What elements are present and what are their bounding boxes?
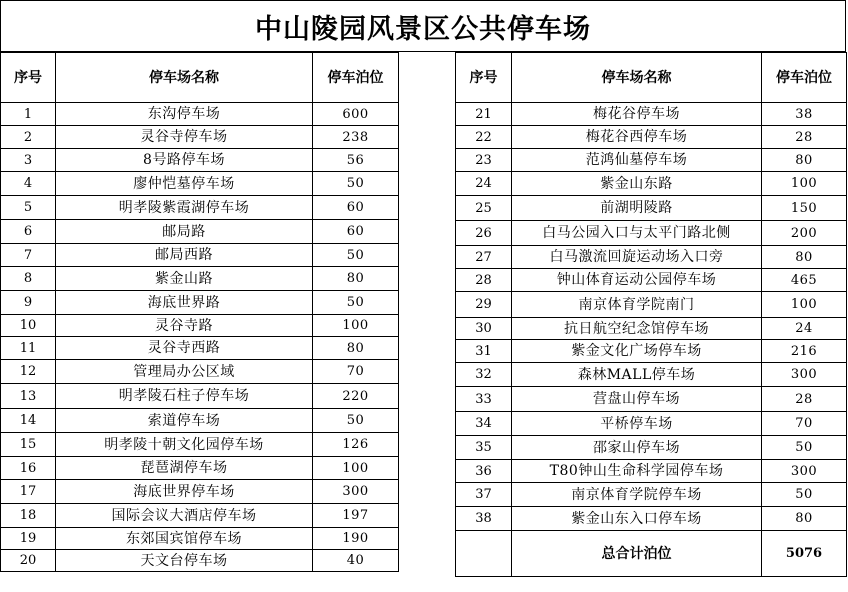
total-label: 总合计泊位 — [512, 531, 762, 577]
total-value: 5076 — [762, 531, 847, 577]
parking-capacity: 126 — [313, 433, 399, 457]
row-number: 16 — [1, 457, 56, 480]
row-number: 25 — [456, 196, 512, 221]
parking-name: 南京体育学院停车场 — [512, 483, 762, 507]
table-row — [456, 292, 847, 318]
total-row — [456, 531, 847, 577]
table-row — [1, 315, 399, 337]
parking-capacity: 70 — [762, 412, 847, 436]
parking-capacity: 190 — [313, 528, 399, 550]
row-number: 14 — [1, 409, 56, 433]
row-number: 9 — [1, 291, 56, 315]
parking-capacity: 238 — [313, 126, 399, 149]
parking-name: 邮局路 — [56, 220, 313, 244]
parking-name: 明孝陵紫霞湖停车场 — [56, 196, 313, 220]
table-row — [456, 269, 847, 292]
parking-capacity: 24 — [762, 318, 847, 340]
header-capacity: 停车泊位 — [762, 53, 847, 103]
row-number: 37 — [456, 483, 512, 507]
table-row — [1, 103, 399, 126]
parking-capacity: 220 — [313, 384, 399, 409]
parking-capacity: 40 — [313, 550, 399, 572]
parking-name: 东沟停车场 — [56, 103, 313, 126]
row-number: 13 — [1, 384, 56, 409]
parking-name: 平桥停车场 — [512, 412, 762, 436]
table-row — [456, 387, 847, 412]
row-number: 20 — [1, 550, 56, 572]
table-row — [456, 340, 847, 363]
table-row — [456, 318, 847, 340]
parking-name: 紫金山路 — [56, 267, 313, 291]
table-row — [456, 460, 847, 483]
parking-name: 范鸿仙墓停车场 — [512, 149, 762, 172]
parking-name: 紫金山东路 — [512, 172, 762, 196]
parking-name: 海底世界停车场 — [56, 480, 313, 504]
table-row — [1, 291, 399, 315]
row-number: 31 — [456, 340, 512, 363]
row-number: 3 — [1, 149, 56, 172]
parking-name: 天文台停车场 — [56, 550, 313, 572]
row-number: 15 — [1, 433, 56, 457]
parking-name: 紫金文化广场停车场 — [512, 340, 762, 363]
table-row — [1, 433, 399, 457]
row-number: 30 — [456, 318, 512, 340]
parking-capacity: 465 — [762, 269, 847, 292]
table-row — [456, 483, 847, 507]
parking-capacity: 300 — [313, 480, 399, 504]
table-row — [456, 507, 847, 531]
table-row — [456, 221, 847, 246]
row-number: 11 — [1, 337, 56, 360]
row-number: 34 — [456, 412, 512, 436]
parking-name: 灵谷寺西路 — [56, 337, 313, 360]
row-number: 21 — [456, 103, 512, 126]
header-name: 停车场名称 — [56, 53, 313, 103]
table-row — [1, 457, 399, 480]
table-row — [1, 126, 399, 149]
table-row — [1, 244, 399, 267]
parking-name: 索道停车场 — [56, 409, 313, 433]
parking-name: 前湖明陵路 — [512, 196, 762, 221]
parking-capacity: 70 — [313, 360, 399, 384]
parking-capacity: 38 — [762, 103, 847, 126]
row-number: 36 — [456, 460, 512, 483]
table-row — [456, 412, 847, 436]
row-number: 35 — [456, 436, 512, 460]
parking-name: 国际会议大酒店停车场 — [56, 504, 313, 528]
header-capacity: 停车泊位 — [313, 53, 399, 103]
table-row — [1, 196, 399, 220]
table-header-row — [1, 53, 399, 103]
table-row — [1, 267, 399, 291]
parking-capacity: 50 — [762, 483, 847, 507]
parking-capacity: 200 — [762, 221, 847, 246]
parking-capacity: 50 — [762, 436, 847, 460]
parking-capacity: 100 — [762, 292, 847, 318]
parking-capacity: 80 — [762, 246, 847, 269]
parking-name: 抗日航空纪念馆停车场 — [512, 318, 762, 340]
header-no: 序号 — [456, 53, 512, 103]
parking-name: 明孝陵十朝文化园停车场 — [56, 433, 313, 457]
row-number: 32 — [456, 363, 512, 387]
table-row — [456, 172, 847, 196]
table-row — [1, 172, 399, 196]
parking-name: 白马公园入口与太平门路北侧 — [512, 221, 762, 246]
table-row — [1, 550, 399, 572]
parking-capacity: 50 — [313, 409, 399, 433]
parking-name: 琵琶湖停车场 — [56, 457, 313, 480]
parking-name: 梅花谷西停车场 — [512, 126, 762, 149]
row-number: 38 — [456, 507, 512, 531]
parking-capacity: 60 — [313, 220, 399, 244]
parking-name: 营盘山停车场 — [512, 387, 762, 412]
table-row — [456, 363, 847, 387]
parking-capacity: 300 — [762, 460, 847, 483]
table-row — [1, 360, 399, 384]
parking-name: 森林MALL停车场 — [512, 363, 762, 387]
table-row — [1, 480, 399, 504]
parking-capacity: 100 — [313, 457, 399, 480]
table-row — [456, 196, 847, 221]
parking-capacity: 50 — [313, 172, 399, 196]
row-number: 12 — [1, 360, 56, 384]
parking-capacity: 28 — [762, 387, 847, 412]
row-number: 29 — [456, 292, 512, 318]
parking-capacity: 60 — [313, 196, 399, 220]
parking-capacity: 80 — [762, 149, 847, 172]
table-row — [1, 504, 399, 528]
parking-name: 廖仲恺墓停车场 — [56, 172, 313, 196]
parking-capacity: 150 — [762, 196, 847, 221]
parking-name: 白马激流回旋运动场入口旁 — [512, 246, 762, 269]
table-row — [456, 103, 847, 126]
row-number: 1 — [1, 103, 56, 126]
row-number: 18 — [1, 504, 56, 528]
row-number: 33 — [456, 387, 512, 412]
parking-name: 邵家山停车场 — [512, 436, 762, 460]
table-row — [1, 409, 399, 433]
row-number: 27 — [456, 246, 512, 269]
parking-name: 梅花谷停车场 — [512, 103, 762, 126]
parking-capacity: 600 — [313, 103, 399, 126]
parking-table-right — [455, 52, 847, 577]
parking-capacity: 80 — [762, 507, 847, 531]
parking-capacity: 80 — [313, 337, 399, 360]
table-row — [1, 384, 399, 409]
parking-capacity: 216 — [762, 340, 847, 363]
row-number: 10 — [1, 315, 56, 337]
parking-name: 灵谷寺停车场 — [56, 126, 313, 149]
row-number: 7 — [1, 244, 56, 267]
parking-name: 紫金山东入口停车场 — [512, 507, 762, 531]
table-row — [1, 337, 399, 360]
parking-name: 邮局西路 — [56, 244, 313, 267]
parking-capacity: 28 — [762, 126, 847, 149]
table-row — [456, 436, 847, 460]
table-row — [456, 246, 847, 269]
parking-name: 南京体育学院南门 — [512, 292, 762, 318]
parking-name: 灵谷寺路 — [56, 315, 313, 337]
parking-name: 管理局办公区域 — [56, 360, 313, 384]
row-number: 2 — [1, 126, 56, 149]
row-number: 23 — [456, 149, 512, 172]
row-number: 22 — [456, 126, 512, 149]
page-title: 中山陵园风景区公共停车场 — [0, 0, 846, 52]
row-number: 6 — [1, 220, 56, 244]
parking-capacity: 50 — [313, 244, 399, 267]
header-name: 停车场名称 — [512, 53, 762, 103]
parking-name: 东郊国宾馆停车场 — [56, 528, 313, 550]
row-number: 17 — [1, 480, 56, 504]
parking-capacity: 197 — [313, 504, 399, 528]
header-no: 序号 — [1, 53, 56, 103]
table-row — [456, 149, 847, 172]
table-row — [1, 149, 399, 172]
parking-capacity: 300 — [762, 363, 847, 387]
parking-capacity: 100 — [762, 172, 847, 196]
parking-name: 明孝陵石柱子停车场 — [56, 384, 313, 409]
parking-table-left — [0, 52, 399, 572]
table-row — [1, 528, 399, 550]
total-row-spacer — [456, 531, 512, 577]
parking-name: 8号路停车场 — [56, 149, 313, 172]
row-number: 8 — [1, 267, 56, 291]
table-row — [456, 126, 847, 149]
parking-capacity: 50 — [313, 291, 399, 315]
parking-name: T80钟山生命科学园停车场 — [512, 460, 762, 483]
parking-capacity: 56 — [313, 149, 399, 172]
parking-name: 钟山体育运动公园停车场 — [512, 269, 762, 292]
parking-capacity: 80 — [313, 267, 399, 291]
table-body-right — [456, 103, 847, 577]
row-number: 26 — [456, 221, 512, 246]
row-number: 24 — [456, 172, 512, 196]
row-number: 19 — [1, 528, 56, 550]
row-number: 28 — [456, 269, 512, 292]
table-body-left — [1, 103, 399, 572]
row-number: 5 — [1, 196, 56, 220]
parking-capacity: 100 — [313, 315, 399, 337]
parking-name: 海底世界路 — [56, 291, 313, 315]
table-row — [1, 220, 399, 244]
row-number: 4 — [1, 172, 56, 196]
table-header-row — [456, 53, 847, 103]
